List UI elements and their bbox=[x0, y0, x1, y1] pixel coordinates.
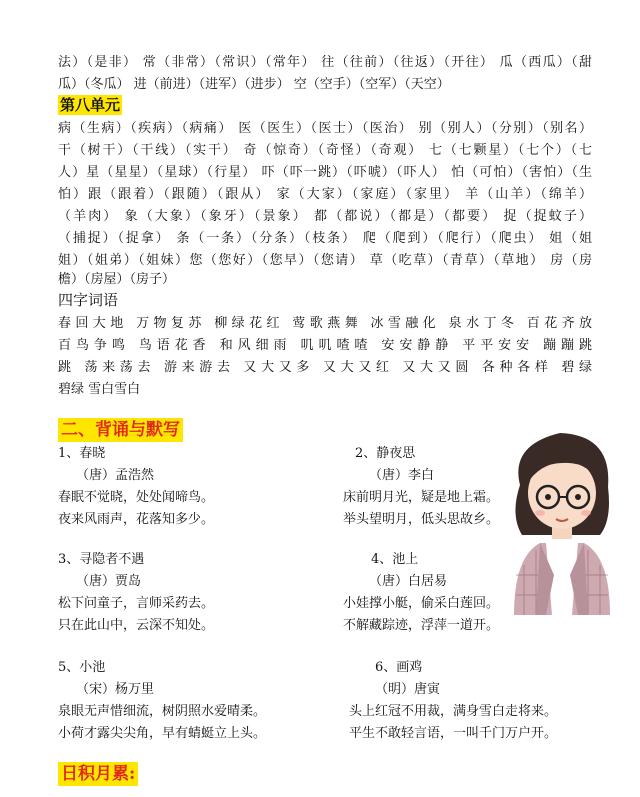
poem-line: 头上红冠不用裁，满身雪白走将来。 bbox=[349, 704, 558, 719]
poem-line: 小娃撑小艇，偷采白莲回。 bbox=[343, 596, 500, 611]
poem-line: 只在此山中，云深不知处。 bbox=[58, 618, 215, 633]
poem-line: 不解藏踪迹，浮萍一道开。 bbox=[343, 618, 500, 633]
poem-line: 夜来风雨声，花落知多少。 bbox=[58, 512, 215, 527]
vocab-line: （捕捉）（捉拿） 条（一条）（分条）（枝条） 爬（爬到）（爬行）（爬虫） 姐（姐 bbox=[58, 231, 592, 246]
poem-line: 小荷才露尖尖角，早有蜻蜓立上头。 bbox=[58, 726, 267, 741]
poem-line: 春眠不觉晓，处处闻啼鸟。 bbox=[58, 490, 215, 505]
poem-author: （唐）李白 bbox=[369, 468, 435, 483]
poem-author: （唐）白居易 bbox=[369, 574, 448, 589]
poem-block bbox=[343, 443, 499, 531]
section-heading-daily: 日积月累: bbox=[58, 762, 138, 786]
vocab-line: 干（树干）（干线）（实干） 奇（惊奇）（奇怪）（奇观） 七（七颗星）（七个）（七 bbox=[58, 143, 592, 158]
section-heading-recite: 二、背诵与默写 bbox=[58, 418, 183, 442]
vocab-line: 怕）跟（跟着）（跟随）（跟从） 家（大家）（家庭）（家里） 羊（山羊）（绵羊） bbox=[58, 187, 592, 202]
four-char-line: 跳 荡来荡去 游来游去 又大又多 又大又红 又大又圆 各种各样 碧绿 bbox=[58, 360, 592, 375]
poem-author: （唐）贾岛 bbox=[76, 574, 142, 589]
poem-author: （唐）孟浩然 bbox=[76, 468, 155, 483]
girl-illustration bbox=[500, 425, 624, 615]
poem-line: 泉眼无声惜细流，树阴照水爱晴柔。 bbox=[58, 704, 267, 719]
poem-author: （明）唐寅 bbox=[375, 682, 441, 697]
poem-line: 平生不敢轻言语，一叫千门万户开。 bbox=[349, 726, 558, 741]
unit8-title: 第八单元 bbox=[60, 96, 121, 114]
poem-title: 5、小池 bbox=[58, 660, 106, 675]
poem-title: 4、池上 bbox=[371, 552, 419, 567]
vocab-line: 病（生病）（疾病）（病痛） 医（医生）（医士）（医治） 别（别人）（分别）（别名） bbox=[58, 121, 592, 136]
poem-title: 2、静夜思 bbox=[355, 446, 416, 461]
poem-author: （宋）杨万里 bbox=[76, 682, 155, 697]
poem-block bbox=[349, 657, 557, 745]
vocab-line: 人）星（星星）（星球）（行星） 吓（吓一跳）（吓唬）（吓人） 怕（可怕）（害怕）（生 bbox=[58, 165, 592, 180]
four-char-line: 百鸟争鸣 鸟语花香 和风细雨 叽叽喳喳 安安静静 平平安安 蹦蹦跳 bbox=[58, 338, 592, 353]
poem-block bbox=[343, 549, 499, 637]
poem-title: 3、寻隐者不遇 bbox=[58, 552, 145, 567]
vocab-line: 姐）（姐弟）（姐妹）您（您好）（您早）（您请） 草（吃草）（青草）（草地） 房（房 bbox=[58, 253, 592, 268]
vocab-line: 檐）（房屋）（房子） bbox=[58, 272, 176, 287]
vocab-line: 法）（是非） 常（非常）（常识）（常年） 往（往前）（往返）（开往） 瓜（西瓜）（甜 bbox=[58, 55, 592, 70]
poem-line: 床前明月光，疑是地上霜。 bbox=[343, 490, 500, 505]
poem-title: 6、画鸡 bbox=[375, 660, 423, 675]
poem-block bbox=[58, 657, 266, 745]
four-char-heading: 四字词语 bbox=[58, 291, 119, 309]
poem-line: 松下问童子，言师采药去。 bbox=[58, 596, 215, 611]
poem-line: 举头望明月，低头思故乡。 bbox=[343, 512, 500, 527]
poem-block bbox=[58, 443, 214, 531]
poem-title: 1、春晓 bbox=[58, 446, 106, 461]
four-char-line: 碧绿 雪白雪白 bbox=[58, 382, 141, 397]
poem-block bbox=[58, 549, 214, 637]
vocab-line: 瓜）（冬瓜） 进（前进）（进军）（进步） 空（空手）（空军）（天空） bbox=[58, 77, 450, 92]
four-char-line: 春回大地 万物复苏 柳绿花红 莺歌燕舞 冰雪融化 泉水丁冬 百花齐放 bbox=[58, 316, 592, 331]
vocab-line: （羊肉） 象（大象）（象牙）（景象） 都（都说）（都是）（都要） 捉（捉蚊子） bbox=[58, 209, 592, 224]
